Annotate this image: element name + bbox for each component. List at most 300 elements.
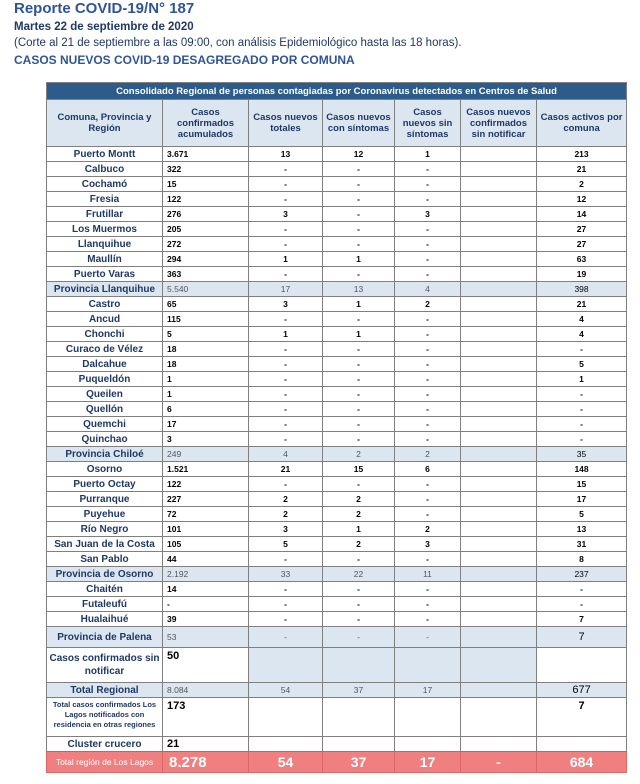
grand-total-cell: 684 bbox=[537, 752, 627, 773]
comuna-name: Quinchao bbox=[47, 432, 163, 447]
active-cell: 19 bbox=[537, 267, 627, 282]
new-no-symptoms-cell: - bbox=[395, 597, 461, 612]
comuna-name: Quellón bbox=[47, 402, 163, 417]
new-no-symptoms-cell: - bbox=[395, 372, 461, 387]
new-symptoms-cell: 1 bbox=[323, 297, 395, 312]
table-row bbox=[47, 537, 627, 552]
unnotified-cell bbox=[461, 267, 537, 282]
column-header: Casos nuevos confirmados sin notificar bbox=[461, 100, 537, 147]
confirmed-cell: 14 bbox=[163, 582, 249, 597]
confirmed-cell: 65 bbox=[163, 297, 249, 312]
new-no-symptoms-cell: - bbox=[395, 342, 461, 357]
grand-total-cell: Total región de Los Lagos bbox=[47, 752, 163, 773]
unnotified-cell bbox=[461, 192, 537, 207]
other-region-row bbox=[47, 698, 627, 737]
active-cell: - bbox=[537, 342, 627, 357]
report-date: Martes 22 de septiembre de 2020 bbox=[14, 21, 194, 33]
new-symptoms-cell: - bbox=[323, 162, 395, 177]
confirmed-cell: 272 bbox=[163, 237, 249, 252]
comuna-name: Llanquihue bbox=[47, 237, 163, 252]
unnotified-cell bbox=[461, 597, 537, 612]
cluster-label: Cluster crucero bbox=[47, 737, 163, 752]
column-header: Casos nuevos sin síntomas bbox=[395, 100, 461, 147]
active-cell: 1 bbox=[537, 372, 627, 387]
unnotified-cell bbox=[461, 402, 537, 417]
confirmed-cell: 5.540 bbox=[163, 282, 249, 297]
province-row bbox=[47, 282, 627, 297]
column-header: Casos nuevos con síntomas bbox=[323, 100, 395, 147]
new-symptoms-cell: - bbox=[323, 207, 395, 222]
table-title: Consolidado Regional de personas contagiadas por Coronavirus detectados en Centros de Salud bbox=[47, 83, 627, 100]
unnotified-cell bbox=[461, 282, 537, 297]
other-region-label: Total casos confirmados Los Lagos notificados con residencia en otras regiones bbox=[47, 698, 163, 737]
table-row bbox=[47, 252, 627, 267]
new-no-symptoms-cell: - bbox=[395, 357, 461, 372]
new-no-symptoms-cell: - bbox=[395, 252, 461, 267]
new-no-symptoms-cell: - bbox=[395, 402, 461, 417]
new-symptoms-cell: - bbox=[323, 612, 395, 627]
comuna-name: Futaleufú bbox=[47, 597, 163, 612]
new-no-symptoms-cell: - bbox=[395, 327, 461, 342]
report-title: Reporte COVID-19/N° 187 bbox=[14, 0, 195, 17]
new-total-cell: - bbox=[249, 237, 323, 252]
comuna-name: Provincia de Palena bbox=[47, 627, 163, 648]
unnotified-cell bbox=[461, 387, 537, 402]
comuna-name: Provincia de Osorno bbox=[47, 567, 163, 582]
column-header: Comuna, Provincia y Región bbox=[47, 100, 163, 147]
new-no-symptoms-cell: - bbox=[395, 192, 461, 207]
new-no-symptoms-cell: - bbox=[395, 162, 461, 177]
new-total-cell: 3 bbox=[249, 207, 323, 222]
unnotified-cell bbox=[461, 357, 537, 372]
comuna-name: Ancud bbox=[47, 312, 163, 327]
empty-cell bbox=[323, 737, 395, 752]
confirmed-cell: 294 bbox=[163, 252, 249, 267]
unnotified-value: 50 bbox=[163, 648, 249, 683]
empty-cell bbox=[395, 648, 461, 683]
new-symptoms-cell: 22 bbox=[323, 567, 395, 582]
active-cell: - bbox=[537, 387, 627, 402]
new-total-cell: 21 bbox=[249, 462, 323, 477]
confirmed-cell: 18 bbox=[163, 342, 249, 357]
unnotified-cell bbox=[461, 162, 537, 177]
active-cell: 4 bbox=[537, 327, 627, 342]
total-cell: 8.084 bbox=[163, 683, 249, 698]
new-total-cell: 4 bbox=[249, 447, 323, 462]
new-total-cell: - bbox=[249, 192, 323, 207]
new-no-symptoms-cell: 3 bbox=[395, 207, 461, 222]
total-cell: 17 bbox=[395, 683, 461, 698]
new-total-cell: - bbox=[249, 372, 323, 387]
new-no-symptoms-cell: 11 bbox=[395, 567, 461, 582]
new-symptoms-cell: 2 bbox=[323, 507, 395, 522]
confirmed-cell: 101 bbox=[163, 522, 249, 537]
new-total-cell: 1 bbox=[249, 252, 323, 267]
new-total-cell: - bbox=[249, 387, 323, 402]
comuna-name: Curaco de Vélez bbox=[47, 342, 163, 357]
table-row bbox=[47, 432, 627, 447]
unnotified-cell bbox=[461, 312, 537, 327]
table-row bbox=[47, 507, 627, 522]
comuna-name: Chaitén bbox=[47, 582, 163, 597]
province-row bbox=[47, 627, 627, 648]
confirmed-cell: 3 bbox=[163, 432, 249, 447]
unnotified-cell bbox=[461, 417, 537, 432]
empty-cell bbox=[323, 698, 395, 737]
new-symptoms-cell: - bbox=[323, 237, 395, 252]
grand-total-cell: 8.278 bbox=[163, 752, 249, 773]
active-cell: 13 bbox=[537, 522, 627, 537]
unnotified-cell bbox=[461, 552, 537, 567]
comuna-name: Hualaihué bbox=[47, 612, 163, 627]
new-no-symptoms-cell: - bbox=[395, 177, 461, 192]
new-total-cell: 2 bbox=[249, 492, 323, 507]
empty-cell bbox=[461, 737, 537, 752]
new-no-symptoms-cell: - bbox=[395, 477, 461, 492]
new-total-cell: - bbox=[249, 582, 323, 597]
unnotified-cell bbox=[461, 477, 537, 492]
active-cell: 213 bbox=[537, 147, 627, 162]
new-symptoms-cell: 1 bbox=[323, 252, 395, 267]
confirmed-cell: 5 bbox=[163, 327, 249, 342]
table-row bbox=[47, 327, 627, 342]
new-no-symptoms-cell: 1 bbox=[395, 147, 461, 162]
new-symptoms-cell: 13 bbox=[323, 282, 395, 297]
new-symptoms-cell: 2 bbox=[323, 447, 395, 462]
confirmed-cell: 205 bbox=[163, 222, 249, 237]
active-cell: 35 bbox=[537, 447, 627, 462]
active-cell: 31 bbox=[537, 537, 627, 552]
new-total-cell: 3 bbox=[249, 522, 323, 537]
confirmed-cell: 105 bbox=[163, 537, 249, 552]
empty-cell bbox=[537, 737, 627, 752]
total-regional-row bbox=[47, 683, 627, 698]
empty-cell bbox=[249, 648, 323, 683]
total-cell: 37 bbox=[323, 683, 395, 698]
comuna-name: Provincia Chiloé bbox=[47, 447, 163, 462]
new-symptoms-cell: 2 bbox=[323, 492, 395, 507]
table-row bbox=[47, 162, 627, 177]
new-symptoms-cell: - bbox=[323, 582, 395, 597]
column-header: Casos nuevos totales bbox=[249, 100, 323, 147]
table-row bbox=[47, 342, 627, 357]
new-total-cell: 1 bbox=[249, 327, 323, 342]
table-row bbox=[47, 417, 627, 432]
confirmed-cell: 363 bbox=[163, 267, 249, 282]
new-no-symptoms-cell: - bbox=[395, 582, 461, 597]
new-symptoms-cell: - bbox=[323, 372, 395, 387]
active-cell: - bbox=[537, 597, 627, 612]
new-symptoms-cell: - bbox=[323, 402, 395, 417]
active-cell: 21 bbox=[537, 297, 627, 312]
new-no-symptoms-cell: - bbox=[395, 312, 461, 327]
comuna-name: Quemchi bbox=[47, 417, 163, 432]
active-cell: 15 bbox=[537, 477, 627, 492]
active-cell: - bbox=[537, 432, 627, 447]
empty-cell bbox=[249, 737, 323, 752]
comuna-name: Cochamó bbox=[47, 177, 163, 192]
comuna-name: Puerto Octay bbox=[47, 477, 163, 492]
new-no-symptoms-cell: - bbox=[395, 612, 461, 627]
new-no-symptoms-cell: - bbox=[395, 267, 461, 282]
confirmed-cell: 276 bbox=[163, 207, 249, 222]
active-cell: 2 bbox=[537, 177, 627, 192]
unnotified-cell bbox=[461, 492, 537, 507]
table-row bbox=[47, 207, 627, 222]
comuna-name: Castro bbox=[47, 297, 163, 312]
active-cell: 17 bbox=[537, 492, 627, 507]
province-row bbox=[47, 567, 627, 582]
cluster-row bbox=[47, 737, 627, 752]
report-note: (Corte al 21 de septiembre a las 09:00, con análisis Epidemiológico hasta las 18 horas). bbox=[14, 37, 462, 49]
comuna-name: Frutillar bbox=[47, 207, 163, 222]
new-total-cell: - bbox=[249, 417, 323, 432]
active-cell: 398 bbox=[537, 282, 627, 297]
active-cell: 4 bbox=[537, 312, 627, 327]
comuna-name: Chonchi bbox=[47, 327, 163, 342]
new-symptoms-cell: 12 bbox=[323, 147, 395, 162]
unnotified-cell bbox=[461, 522, 537, 537]
table-row bbox=[47, 222, 627, 237]
confirmed-cell: 227 bbox=[163, 492, 249, 507]
table-row bbox=[47, 462, 627, 477]
active-cell: 237 bbox=[537, 567, 627, 582]
unnotified-cell bbox=[461, 537, 537, 552]
active-cell: 148 bbox=[537, 462, 627, 477]
new-total-cell: - bbox=[249, 342, 323, 357]
unnotified-cell bbox=[461, 567, 537, 582]
confirmed-cell: 17 bbox=[163, 417, 249, 432]
new-no-symptoms-cell: - bbox=[395, 417, 461, 432]
comuna-name: Puerto Varas bbox=[47, 267, 163, 282]
confirmed-cell: 249 bbox=[163, 447, 249, 462]
new-symptoms-cell: - bbox=[323, 312, 395, 327]
new-symptoms-cell: - bbox=[323, 627, 395, 648]
table-row bbox=[47, 477, 627, 492]
table-row bbox=[47, 492, 627, 507]
comuna-name: Queilen bbox=[47, 387, 163, 402]
active-cell: 5 bbox=[537, 507, 627, 522]
confirmed-cell: 115 bbox=[163, 312, 249, 327]
confirmed-cell: 2.192 bbox=[163, 567, 249, 582]
active-cell: 27 bbox=[537, 237, 627, 252]
new-total-cell: 2 bbox=[249, 507, 323, 522]
table-row bbox=[47, 552, 627, 567]
new-no-symptoms-cell: - bbox=[395, 432, 461, 447]
empty-cell bbox=[461, 698, 537, 737]
new-total-cell: - bbox=[249, 357, 323, 372]
unnotified-label: Casos confirmados sin notificar bbox=[47, 648, 163, 683]
active-cell: 8 bbox=[537, 552, 627, 567]
new-symptoms-cell: - bbox=[323, 552, 395, 567]
confirmed-cell: 53 bbox=[163, 627, 249, 648]
table-row bbox=[47, 297, 627, 312]
unnotified-cell bbox=[461, 432, 537, 447]
unnotified-cell bbox=[461, 237, 537, 252]
confirmed-cell: 1.521 bbox=[163, 462, 249, 477]
other-region-value: 173 bbox=[163, 698, 249, 737]
province-row bbox=[47, 447, 627, 462]
empty-cell bbox=[323, 648, 395, 683]
table-row bbox=[47, 237, 627, 252]
new-no-symptoms-cell: - bbox=[395, 387, 461, 402]
total-cell bbox=[461, 683, 537, 698]
confirmed-cell: 322 bbox=[163, 162, 249, 177]
table-row bbox=[47, 192, 627, 207]
confirmed-cell: 1 bbox=[163, 372, 249, 387]
comuna-name: Puerto Montt bbox=[47, 147, 163, 162]
new-symptoms-cell: 1 bbox=[323, 327, 395, 342]
active-cell: 63 bbox=[537, 252, 627, 267]
confirmed-cell: 72 bbox=[163, 507, 249, 522]
table-row bbox=[47, 312, 627, 327]
new-no-symptoms-cell: 2 bbox=[395, 522, 461, 537]
unnotified-cell bbox=[461, 447, 537, 462]
unnotified-cell bbox=[461, 147, 537, 162]
table-row bbox=[47, 177, 627, 192]
table-row bbox=[47, 522, 627, 537]
new-no-symptoms-cell: 3 bbox=[395, 537, 461, 552]
new-symptoms-cell: - bbox=[323, 192, 395, 207]
new-no-symptoms-cell: 2 bbox=[395, 447, 461, 462]
comuna-name: Provincia Llanquihue bbox=[47, 282, 163, 297]
unnotified-cell bbox=[461, 207, 537, 222]
active-cell: 27 bbox=[537, 222, 627, 237]
new-symptoms-cell: - bbox=[323, 417, 395, 432]
confirmed-cell: 44 bbox=[163, 552, 249, 567]
new-symptoms-cell: - bbox=[323, 222, 395, 237]
table-row bbox=[47, 597, 627, 612]
new-total-cell: - bbox=[249, 597, 323, 612]
new-total-cell: - bbox=[249, 612, 323, 627]
table-row bbox=[47, 267, 627, 282]
table-row bbox=[47, 372, 627, 387]
new-symptoms-cell: - bbox=[323, 357, 395, 372]
table-header-row bbox=[47, 100, 627, 147]
comuna-name: Dalcahue bbox=[47, 357, 163, 372]
empty-cell bbox=[537, 648, 627, 683]
comuna-name: Puyehue bbox=[47, 507, 163, 522]
empty-cell bbox=[249, 698, 323, 737]
total-cell: Total Regional bbox=[47, 683, 163, 698]
table-row bbox=[47, 582, 627, 597]
confirmed-cell: 39 bbox=[163, 612, 249, 627]
confirmed-cell: 18 bbox=[163, 357, 249, 372]
table-row bbox=[47, 387, 627, 402]
total-cell: 677 bbox=[537, 683, 627, 698]
new-no-symptoms-cell: 4 bbox=[395, 282, 461, 297]
new-total-cell: - bbox=[249, 432, 323, 447]
unnotified-cell bbox=[461, 297, 537, 312]
grand-total-cell: 37 bbox=[323, 752, 395, 773]
comuna-name: San Pablo bbox=[47, 552, 163, 567]
confirmed-cell: 122 bbox=[163, 477, 249, 492]
grand-total-cell: - bbox=[461, 752, 537, 773]
new-no-symptoms-cell: - bbox=[395, 492, 461, 507]
new-total-cell: 5 bbox=[249, 537, 323, 552]
new-symptoms-cell: 2 bbox=[323, 537, 395, 552]
unnotified-row bbox=[47, 648, 627, 683]
grand-total-cell: 54 bbox=[249, 752, 323, 773]
new-total-cell: - bbox=[249, 402, 323, 417]
comuna-name: Puqueldón bbox=[47, 372, 163, 387]
column-header: Casos activos por comuna bbox=[537, 100, 627, 147]
comuna-name: San Juan de la Costa bbox=[47, 537, 163, 552]
unnotified-cell bbox=[461, 507, 537, 522]
table-row bbox=[47, 357, 627, 372]
table-row bbox=[47, 147, 627, 162]
table-row bbox=[47, 402, 627, 417]
confirmed-cell: 6 bbox=[163, 402, 249, 417]
new-total-cell: - bbox=[249, 162, 323, 177]
comuna-name: Calbuco bbox=[47, 162, 163, 177]
confirmed-cell: 122 bbox=[163, 192, 249, 207]
report-subtitle: CASOS NUEVOS COVID-19 DESAGREGADO POR COMUNA bbox=[14, 53, 355, 67]
comuna-name: Osorno bbox=[47, 462, 163, 477]
new-symptoms-cell: - bbox=[323, 432, 395, 447]
new-total-cell: 33 bbox=[249, 567, 323, 582]
new-symptoms-cell: - bbox=[323, 387, 395, 402]
new-no-symptoms-cell: - bbox=[395, 552, 461, 567]
table-row bbox=[47, 612, 627, 627]
new-total-cell: - bbox=[249, 222, 323, 237]
unnotified-cell bbox=[461, 342, 537, 357]
grand-total-cell: 17 bbox=[395, 752, 461, 773]
other-region-active: 7 bbox=[537, 698, 627, 737]
new-symptoms-cell: 15 bbox=[323, 462, 395, 477]
comuna-name: Maullín bbox=[47, 252, 163, 267]
comuna-name: Purranque bbox=[47, 492, 163, 507]
comuna-name: Río Negro bbox=[47, 522, 163, 537]
unnotified-cell bbox=[461, 582, 537, 597]
new-total-cell: - bbox=[249, 312, 323, 327]
confirmed-cell: 1 bbox=[163, 387, 249, 402]
active-cell: 14 bbox=[537, 207, 627, 222]
unnotified-cell bbox=[461, 177, 537, 192]
new-total-cell: 3 bbox=[249, 297, 323, 312]
grand-total-row bbox=[47, 752, 627, 773]
active-cell: 7 bbox=[537, 612, 627, 627]
new-symptoms-cell: - bbox=[323, 477, 395, 492]
active-cell: 7 bbox=[537, 627, 627, 648]
new-total-cell: 13 bbox=[249, 147, 323, 162]
new-total-cell: - bbox=[249, 627, 323, 648]
empty-cell bbox=[395, 698, 461, 737]
new-no-symptoms-cell: 6 bbox=[395, 462, 461, 477]
covid-table bbox=[46, 82, 627, 773]
new-no-symptoms-cell: - bbox=[395, 237, 461, 252]
new-no-symptoms-cell: - bbox=[395, 627, 461, 648]
comuna-name: Los Muermos bbox=[47, 222, 163, 237]
new-symptoms-cell: - bbox=[323, 177, 395, 192]
new-total-cell: - bbox=[249, 267, 323, 282]
new-symptoms-cell: - bbox=[323, 267, 395, 282]
unnotified-cell bbox=[461, 252, 537, 267]
active-cell: - bbox=[537, 582, 627, 597]
comuna-name: Fresia bbox=[47, 192, 163, 207]
unnotified-cell bbox=[461, 462, 537, 477]
cluster-value: 21 bbox=[163, 737, 249, 752]
confirmed-cell: 3.671 bbox=[163, 147, 249, 162]
total-cell: 54 bbox=[249, 683, 323, 698]
new-no-symptoms-cell: - bbox=[395, 507, 461, 522]
active-cell: 5 bbox=[537, 357, 627, 372]
new-symptoms-cell: - bbox=[323, 342, 395, 357]
confirmed-cell: - bbox=[163, 597, 249, 612]
unnotified-cell bbox=[461, 627, 537, 648]
active-cell: 12 bbox=[537, 192, 627, 207]
new-total-cell: - bbox=[249, 177, 323, 192]
